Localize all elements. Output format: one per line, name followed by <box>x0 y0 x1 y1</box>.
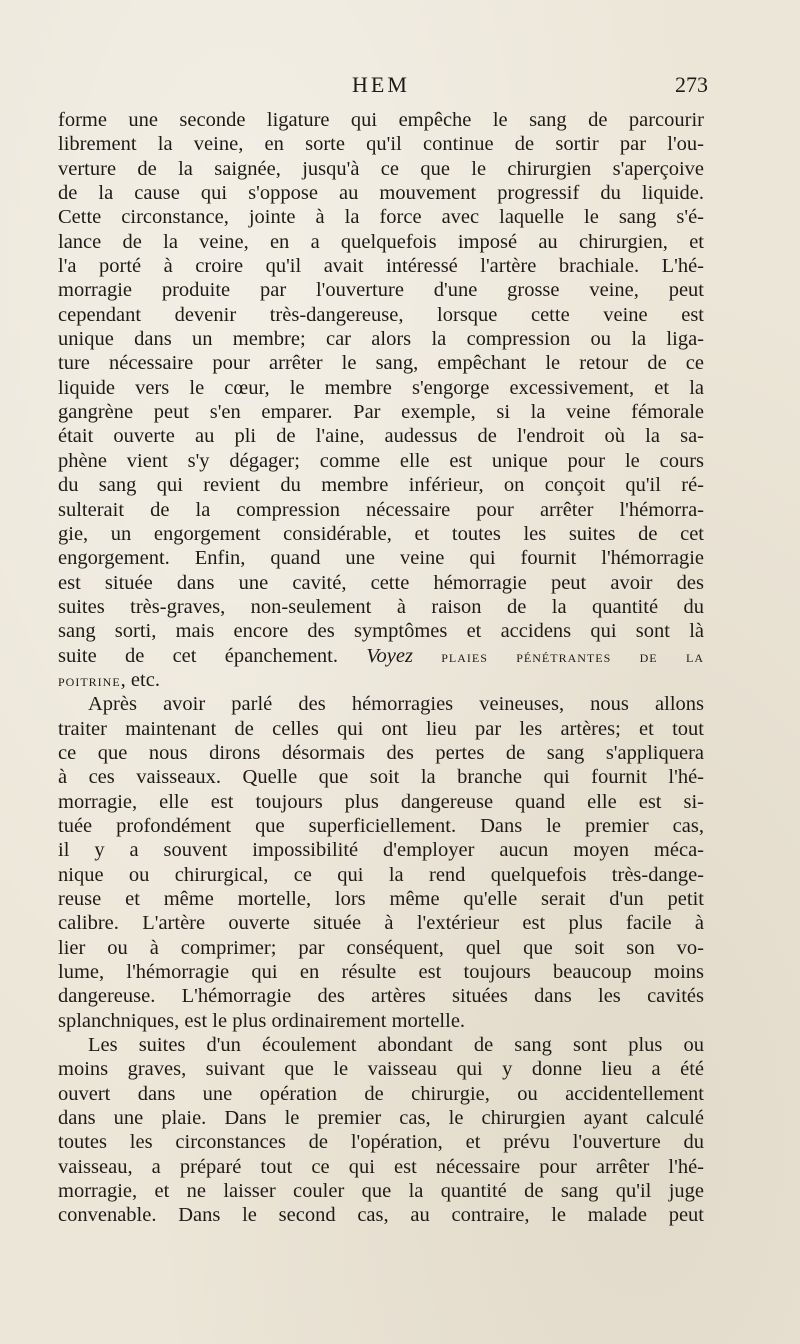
text-line: Après avoir parlé des hémorragies veineuses, nous allons <box>88 693 704 716</box>
text-line: était ouverte au pli de l'aine, audessus de l'endroit où la sa- <box>58 425 704 448</box>
text-line: librement la veine, en sorte qu'il continue de sortir par l'ou- <box>58 133 704 156</box>
text-line: à ces vaisseaux. Quelle que soit la branche qui fournit l'hé- <box>58 766 704 789</box>
running-head <box>58 72 708 108</box>
cross-reference: poitrine <box>58 670 121 690</box>
line-text: , etc. <box>120 668 160 691</box>
text-line: convenable. Dans le second cas, au contraire, le malade peut <box>58 1204 704 1227</box>
line-text: suite de cet épanchement. <box>58 644 338 667</box>
page-number: 273 <box>675 72 708 97</box>
text-line: du sang qui revient du membre inférieur, on conçoit qu'il ré- <box>58 474 704 497</box>
text-line: ce que nous dirons désormais des pertes de sang s'appliquera <box>58 741 704 764</box>
running-title: HEM <box>352 72 410 97</box>
text-line: dans une plaie. Dans le premier cas, le chirurgien ayant calculé <box>58 1107 704 1130</box>
text-line: lier ou à comprimer; par conséquent, quel que soit son vo- <box>58 936 704 959</box>
text-line: splanchniques, est le plus ordinairement mortelle. <box>58 1009 466 1032</box>
text-line: gangrène peut s'en emparer. Par exemple, si la veine fémorale <box>58 401 704 424</box>
voyez-word: Voyez <box>366 644 413 667</box>
text-line: reuse et même mortelle, lors même qu'elle serait d'un petit <box>58 888 704 910</box>
text-line: ture nécessaire pour arrêter le sang, empêchant le retour de ce <box>58 352 704 375</box>
text-line <box>58 644 704 668</box>
paragraph-1 <box>58 108 704 692</box>
text-line: vaisseau, a préparé tout ce qui est nécessaire pour arrêter l'hé- <box>58 1155 704 1178</box>
text-line: tuée profondément que superficiellement. Dans le premier cas, <box>58 814 704 837</box>
text-line: morragie, elle est toujours plus dangereuse quand elle est si- <box>58 790 704 813</box>
paragraph-2 <box>58 692 704 1033</box>
text-line: moins graves, suivant que le vaisseau qui y donne lieu a été <box>58 1058 704 1081</box>
text-line: lume, l'hémorragie qui en résulte est toujours beaucoup moins <box>58 961 704 984</box>
text-line: forme une seconde ligature qui empêche le sang de parcourir <box>58 109 704 131</box>
text-line: dangereuse. L'hémorragie des artères situées dans les cavités <box>58 985 704 1008</box>
text-line: calibre. L'artère ouverte située à l'extérieur est plus facile à <box>58 912 704 935</box>
text-line: unique dans un membre; car alors la compression ou la liga- <box>58 328 704 351</box>
text-line: traiter maintenant de celles qui ont lieu par les artères; et tout <box>58 717 704 740</box>
text-line: phène vient s'y dégager; comme elle est unique pour le cours <box>58 449 704 472</box>
text-line: sulterait de la compression nécessaire pour arrêter l'hémorra- <box>58 498 704 521</box>
text-line: engorgement. Enfin, quand une veine qui fournit l'hémorragie <box>58 547 704 570</box>
text-line: morragie, et ne laisser couler que la quantité de sang qu'il juge <box>58 1180 704 1203</box>
text-line: est située dans une cavité, cette hémorragie peut avoir des <box>58 571 704 594</box>
text-line: ouvert dans une opération de chirurgie, ou accidentellement <box>58 1082 704 1105</box>
book-page <box>58 72 708 1228</box>
text-line: Les suites d'un écoulement abondant de sang sont plus ou <box>88 1034 704 1057</box>
text-line: il y a souvent impossibilité d'employer aucun moyen méca- <box>58 839 704 862</box>
text-line: sang sorti, mais encore des symptômes et accidens qui sont là <box>58 620 704 643</box>
text-line: gie, un engorgement considérable, et toutes les suites de cet <box>58 522 704 545</box>
text-line: cependant devenir très-dangereuse, lorsque cette veine est <box>58 303 704 326</box>
paragraph-3 <box>58 1033 704 1228</box>
cross-reference: plaies pénétrantes de la <box>441 646 705 666</box>
text-line: verture de la saignée, jusqu'à ce que le chirurgien s'aperçoive <box>58 157 704 180</box>
text-line: morragie produite par l'ouverture d'une grosse veine, peut <box>58 279 704 302</box>
text-line: suites très-graves, non-seulement à raison de la quantité du <box>58 595 704 618</box>
text-line: l'a porté à croire qu'il avait intéressé l'artère brachiale. L'hé- <box>58 255 704 278</box>
text-line <box>58 668 704 692</box>
text-line: lance de la veine, en a quelquefois imposé au chirurgien, et <box>58 230 704 253</box>
text-line: nique ou chirurgical, ce qui la rend quelquefois très-dange- <box>58 863 704 886</box>
text-line: de la cause qui s'oppose au mouvement progressif du liquide. <box>58 182 704 205</box>
text-line: Cette circonstance, jointe à la force avec laquelle le sang s'é- <box>58 206 704 229</box>
text-line: liquide vers le cœur, le membre s'engorge excessivement, et la <box>58 376 704 399</box>
text-line: toutes les circonstances de l'opération, et prévu l'ouverture du <box>58 1131 704 1154</box>
